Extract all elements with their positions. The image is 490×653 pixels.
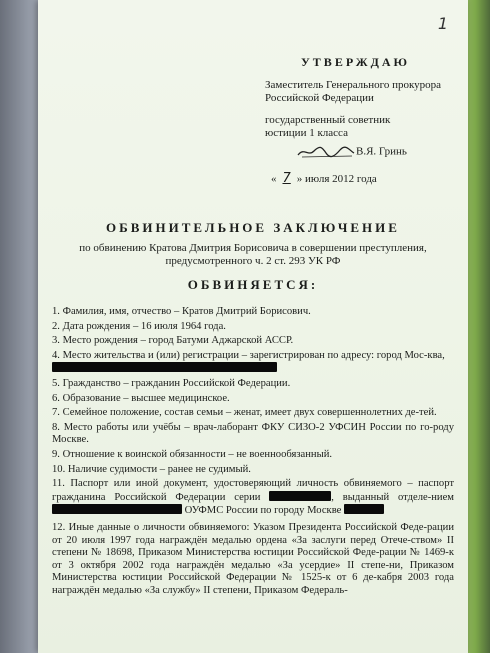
date-month-year: » июля 2012 года: [296, 173, 377, 185]
item-other-details: 12. Иные данные о личности обвиняемого: Указом Президента Российской Феде-рации от 20 июля 1997 года награждён медалью ордена «За заслуги перед Отече-ством» II степени № 18698, Приказом Министерства юстиции Российской Феде-рации № 1469-к от 3 октября 2002 года награждён медалью «За усердие» II степе-ни, Приказом Министерства юстиции Российской Федерации № 1525-к от 6 де-кабря 2003 года награждён медалью «За службу» II степени, Приказом Федераль-: [52, 521, 454, 596]
accuses-heading: ОБВИНЯЕТСЯ:: [187, 277, 319, 292]
signature-row: [296, 145, 407, 159]
item-passport-office: ОУФМС России по городу Москве: [184, 505, 342, 517]
approval-block: [265, 56, 465, 140]
approver-position-line2: Российской Федерации: [265, 92, 374, 104]
redacted-issue-date: [344, 504, 384, 514]
date-open-quote: «: [271, 173, 277, 185]
document-subtitle-line1: по обвинению Кратова Дмитрия Борисовича в совершении преступления,: [79, 242, 427, 254]
document-subtitle-line2: предусмотренного ч. 2 ст. 293 УК РФ: [165, 255, 341, 267]
item-passport: [52, 478, 454, 518]
handwritten-signature: [296, 145, 356, 159]
approval-title: УТВЕРЖДАЮ: [301, 55, 411, 69]
accused-details: [52, 306, 454, 599]
item-residence: [52, 350, 454, 376]
item-citizenship: 5. Гражданство – гражданин Российской Федерации.: [52, 377, 291, 389]
item-birth-place: 3. Место рождения – город Батуми Аджарской АССР.: [52, 335, 294, 347]
redacted-passport-series: [269, 491, 331, 501]
item-residence-text: 4. Место жительства и (или) регистрации – зарегистрирован по адресу: город Мос-ква,: [52, 349, 445, 361]
item-education: 6. Образование – высшее медицинское.: [52, 392, 230, 404]
item-military: 9. Отношение к воинской обязанности – не военнообязанный.: [52, 448, 333, 460]
page-number: 1: [437, 14, 448, 33]
signatory-name: В.Я. Гринь: [356, 145, 407, 158]
redacted-issuing-office: [52, 504, 182, 514]
item-passport-text: 11. Паспорт или иной документ, удостоверяющий личность обвиняемого – паспорт гражданина Российской Федерации серии: [52, 478, 454, 503]
redacted-address: [52, 362, 277, 372]
document-page: [38, 0, 468, 653]
item-criminal-record: 10. Наличие судимости – ранее не судимый.: [52, 463, 251, 475]
approver-rank-line2: юстиции 1 класса: [265, 127, 348, 139]
item-passport-issued: , выданный отделе-нием: [331, 491, 454, 503]
item-workplace: 8. Место работы или учёбы – врач-лаборант ФКУ СИЗО-2 УФСИН России по го-роду Москве.: [52, 421, 454, 446]
date-day-handwritten: 7: [282, 171, 291, 186]
approver-position-line1: Заместитель Генерального прокурора: [265, 79, 442, 91]
approver-rank-line1: государственный советник: [265, 114, 391, 126]
item-birth-date: 2. Дата рождения – 16 июля 1964 года.: [52, 320, 226, 332]
item-full-name: 1. Фамилия, имя, отчество – Кратов Дмитрий Борисович.: [52, 306, 311, 317]
item-family: 7. Семейное положение, состав семьи – женат, имеет двух совершеннолетних де-тей.: [52, 407, 437, 419]
approval-date: [271, 171, 377, 186]
document-title: ОБВИНИТЕЛЬНОЕ ЗАКЛЮЧЕНИЕ: [106, 220, 400, 235]
